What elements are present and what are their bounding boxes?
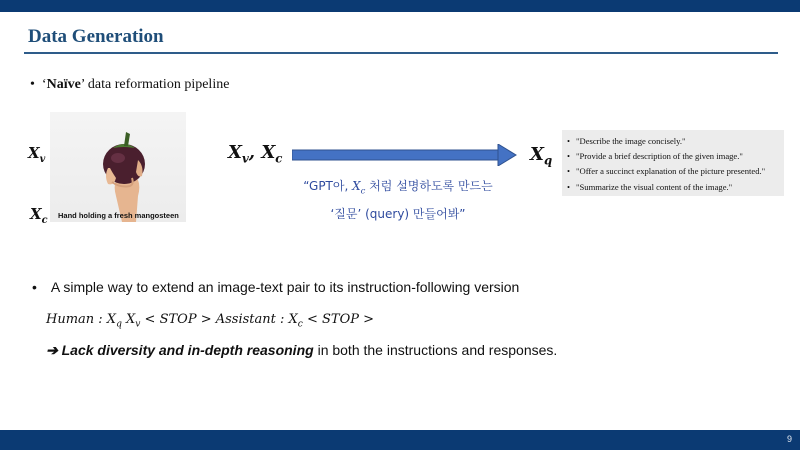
pipeline-output: $X_q$ (530, 144, 553, 168)
pipeline-label-rest: data reformation pipeline (84, 77, 230, 92)
xv-label: $X_v$ (28, 144, 46, 165)
conclusion-emphasis: Lack diversity and in-depth reasoning (61, 342, 314, 358)
question-examples-box (562, 130, 784, 196)
footer-bar (0, 430, 800, 450)
bullet-dot: • (32, 279, 37, 295)
right-arrow-icon (292, 144, 518, 166)
extension-text: A simple way to extend an image-text pair to its instruction-following version (50, 279, 520, 295)
question-list (562, 130, 784, 195)
title-divider (24, 52, 778, 54)
question-item: • "Describe the image concisely." (576, 134, 784, 149)
question-item: • "Provide a brief description of the given image." (576, 149, 784, 164)
mangosteen-photo (50, 112, 186, 222)
top-banner (0, 0, 800, 12)
image-caption: Hand holding a fresh mangosteen (58, 211, 179, 220)
arrow-bold-icon: ➔ (46, 342, 58, 358)
xc-label: $X_c$ (30, 205, 48, 226)
conclusion-rest: in both the instructions and responses. (313, 342, 558, 358)
gpt-prompt-note (268, 174, 528, 226)
pipeline-heading (30, 77, 229, 93)
page-number: 9 (786, 434, 792, 444)
conclusion-line (46, 342, 557, 359)
question-item: • "Summarize the visual content of the image." (576, 180, 784, 195)
quote-close: ’ (80, 77, 85, 92)
note-line-2: ‘질문’ (query) 만들어봐” (330, 207, 466, 222)
quote-open: ‘ (41, 77, 47, 92)
bullet-dot: • (30, 77, 35, 92)
extension-bullet (32, 279, 519, 295)
pipeline-input: $X_v$, $X_c$ (228, 142, 283, 166)
question-item: • "Offer a succinct explanation of the picture presented." (576, 164, 784, 179)
naive-label: Naïve (46, 77, 81, 92)
slide-title: Data Generation (28, 26, 164, 47)
note-line-1: “GPT아, $X_c$ 처럼 설명하도록 만드는 (303, 179, 493, 196)
conversation-formula: Human : $X_q$ $X_v$ < STOP > Assistant : $X_c$ < STOP > (46, 312, 375, 330)
mangosteen-illustration (50, 112, 186, 222)
